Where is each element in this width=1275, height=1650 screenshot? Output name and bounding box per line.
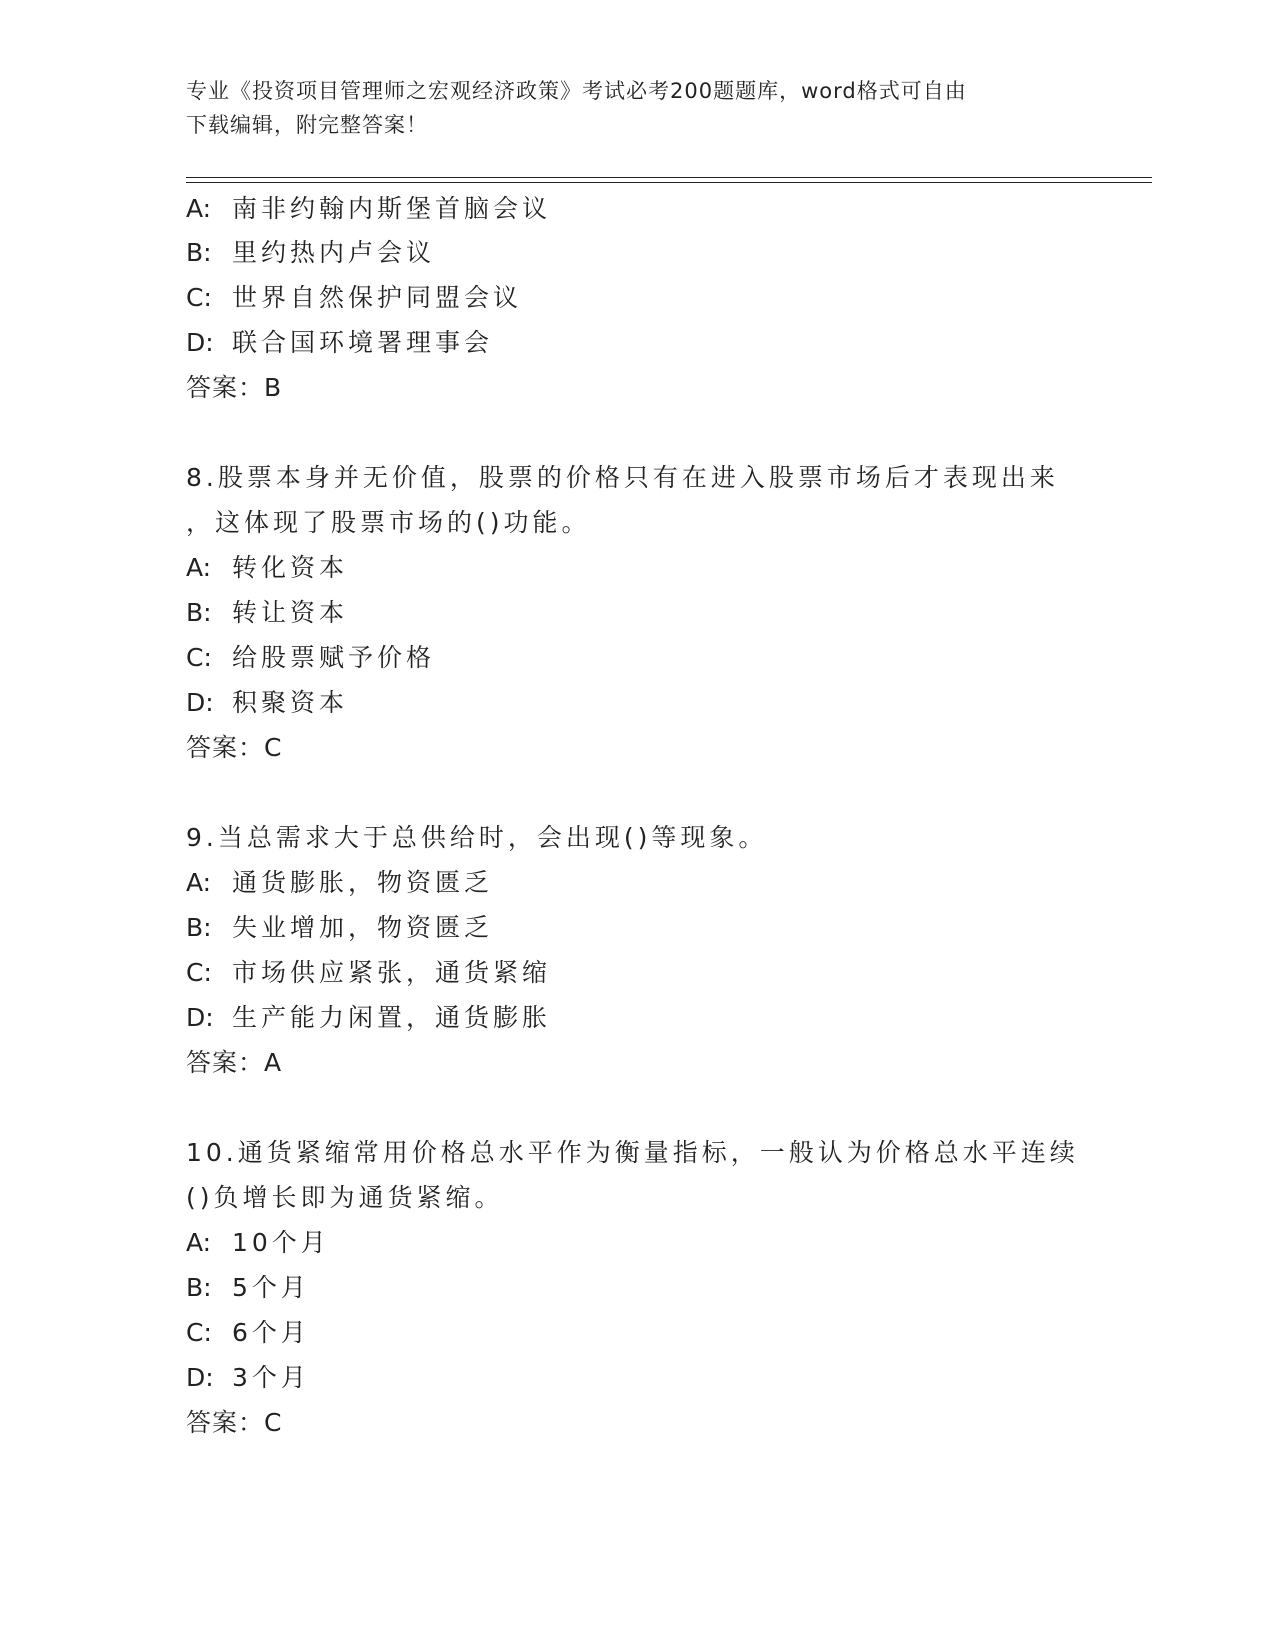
option-letter: B: [186, 1273, 212, 1302]
header-line-2: 下载编辑，附完整答案！ [186, 113, 428, 137]
document-header [186, 74, 1086, 142]
option-text: 联合国环境署理事会 [232, 328, 494, 357]
option-text: 给股票赋予价格 [232, 643, 436, 672]
q9-option-a [186, 868, 493, 898]
q8-answer: 答案：C [186, 733, 283, 762]
option-text: 积聚资本 [232, 688, 349, 717]
option-text: 世界自然保护同盟会议 [232, 283, 523, 312]
q10-stem-line-2: ()负增长即为通货紧缩。 [186, 1183, 504, 1212]
option-letter: D: [186, 688, 214, 717]
option-text: 转让资本 [232, 598, 349, 627]
option-text: 里约热内卢会议 [232, 238, 436, 267]
q7-option-d [186, 328, 493, 358]
option-letter: D: [186, 328, 214, 357]
option-letter: A: [186, 553, 212, 582]
q8-stem-line-2: ，这体现了股票市场的()功能。 [186, 508, 591, 537]
option-text: 生产能力闲置，通货膨胀 [232, 1003, 552, 1032]
header-rule-top [186, 177, 1152, 178]
option-letter: B: [186, 913, 212, 942]
option-letter: D: [186, 1363, 214, 1392]
option-letter: B: [186, 598, 212, 627]
q9-option-b [186, 913, 493, 943]
q8-option-b [186, 598, 348, 628]
q7-option-c [186, 283, 522, 313]
header-rule-bottom [186, 182, 1152, 183]
q9-option-d [186, 1003, 551, 1033]
option-text: 市场供应紧张，通货紧缩 [232, 958, 552, 987]
q9-option-c [186, 958, 551, 988]
option-text: 转化资本 [232, 553, 349, 582]
option-letter: C: [186, 958, 212, 987]
q10-answer: 答案：C [186, 1408, 283, 1437]
header-line-1: 专业《投资项目管理师之宏观经济政策》考试必考200题题库，word格式可自由 [186, 79, 967, 103]
option-letter: A: [186, 194, 212, 223]
q10-option-c [186, 1318, 310, 1348]
q7-option-a [186, 194, 551, 224]
option-text: 10个月 [232, 1228, 330, 1257]
option-text: 失业增加，物资匮乏 [232, 913, 494, 942]
q8-option-d [186, 688, 348, 718]
option-text: 3个月 [232, 1363, 310, 1392]
option-letter: C: [186, 1318, 212, 1347]
q8-option-a [186, 553, 348, 583]
q10-option-d [186, 1363, 310, 1393]
option-text: 6个月 [232, 1318, 310, 1347]
option-text: 南非约翰内斯堡首脑会议 [232, 194, 552, 223]
q7-answer: 答案：B [186, 373, 283, 402]
option-text: 通货膨胀，物资匮乏 [232, 868, 494, 897]
option-letter: A: [186, 868, 212, 897]
q8-stem-line-1: 8.股票本身并无价值，股票的价格只有在进入股票市场后才表现出来 [186, 463, 1059, 492]
option-letter: A: [186, 1228, 212, 1257]
option-letter: B: [186, 238, 212, 267]
q10-option-a [186, 1228, 330, 1258]
q10-stem-line-1: 10.通货紧缩常用价格总水平作为衡量指标，一般认为价格总水平连续 [186, 1138, 1079, 1167]
q8-option-c [186, 643, 435, 673]
q10-option-b [186, 1273, 310, 1303]
option-letter: C: [186, 643, 212, 672]
option-text: 5个月 [232, 1273, 310, 1302]
q9-stem-line-1: 9.当总需求大于总供给时，会出现()等现象。 [186, 823, 768, 852]
q9-answer: 答案：A [186, 1048, 283, 1077]
option-letter: C: [186, 283, 212, 312]
q7-option-b [186, 238, 435, 268]
option-letter: D: [186, 1003, 214, 1032]
